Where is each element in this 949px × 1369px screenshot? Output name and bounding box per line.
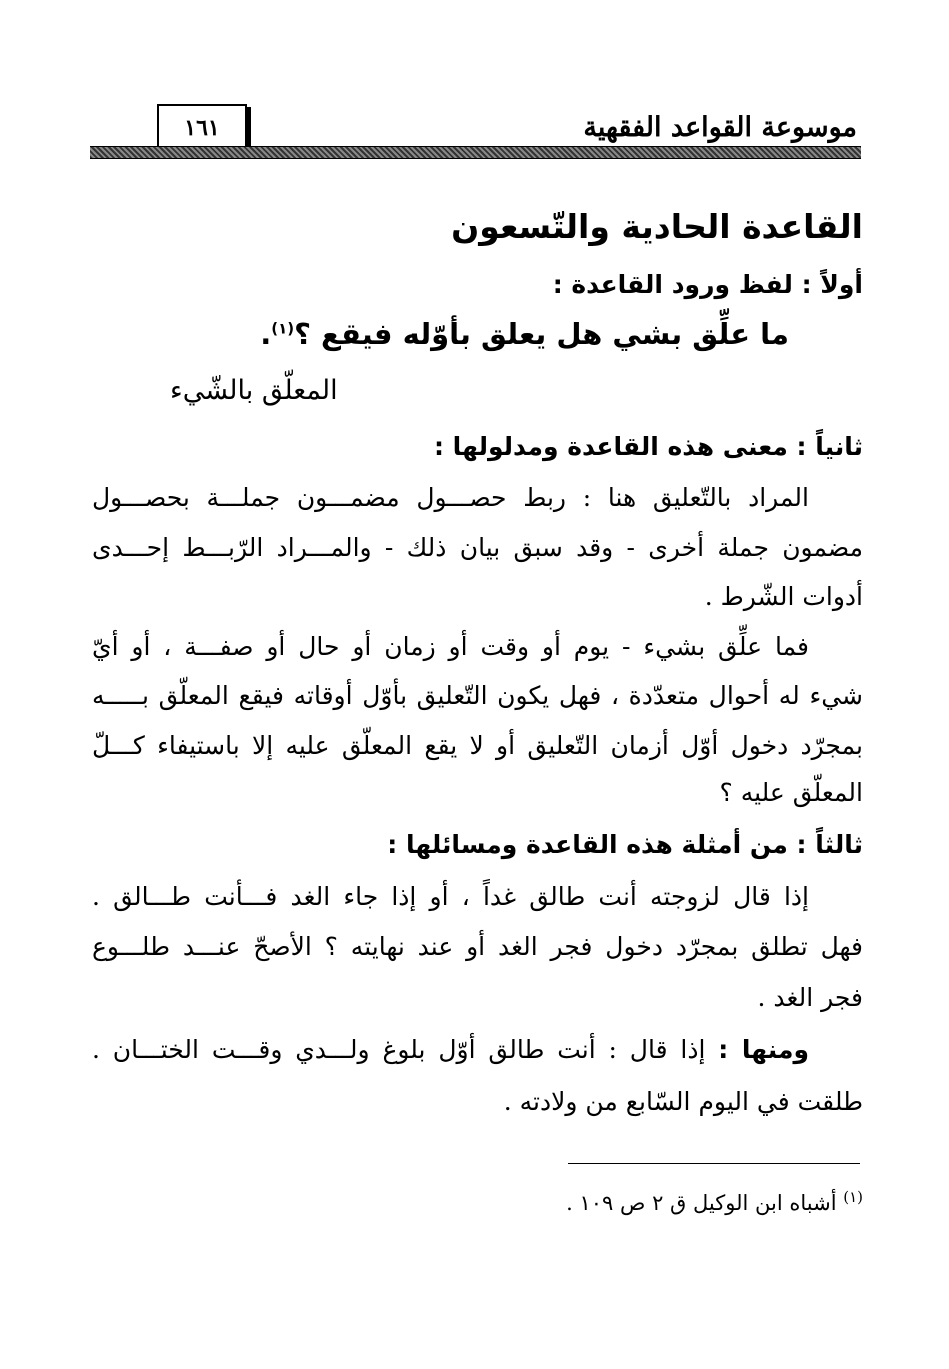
section2-heading: ثانياً : معنى هذه القاعدة ومدلولها : bbox=[433, 432, 863, 461]
paragraph-line: مضمون جملة أخرى - وقد سبق بيان ذلك - والمـــراد الرّبـــط إحـــدى bbox=[92, 533, 863, 562]
footnote bbox=[566, 1188, 863, 1215]
header-divider bbox=[90, 146, 861, 159]
paragraph-line: فهل تطلق بمجرّد دخول فجر الغد أو عند نهايته ؟ الأصحّ عنـــد طلـــوع bbox=[92, 932, 863, 961]
footnote-divider bbox=[568, 1163, 860, 1164]
paragraph-line: شيء له أحوال متعدّدة ، فهل يكون التّعليق بأوّل أوقاته فيقع المعلّق بـــــه bbox=[92, 681, 863, 710]
rule-text: ما علِّق بشي هل يعلق بأوّله فيقع ؟ bbox=[294, 317, 789, 351]
margin-note: المعلّق بالشّيء bbox=[170, 375, 338, 406]
paragraph-line: فجر الغد . bbox=[757, 983, 863, 1012]
example-text: إذا قال : أنت طالق أوّل بلوغ ولـــدي وقـــت الختـــان . bbox=[92, 1035, 706, 1064]
paragraph-line: فما علِّق بشيء - يوم أو وقت أو زمان أو حال أو صفـــة ، أو أيّ bbox=[92, 632, 809, 661]
page-number-box bbox=[157, 104, 247, 152]
book-title: موسوعة القواعد الفقهية bbox=[583, 112, 857, 143]
example-lead: ومنها : bbox=[718, 1035, 809, 1064]
paragraph-line: طلقت في اليوم السّابع من ولادته . bbox=[503, 1087, 863, 1116]
footnote-ref: (١) bbox=[271, 319, 295, 338]
section3-heading: ثالثاً : من أمثلة هذه القاعدة ومسائلها : bbox=[387, 830, 863, 859]
section1-heading: أولاً : لفظ ورود القاعدة : bbox=[552, 270, 863, 299]
rule-statement: ما علِّق بشي هل يعلق بأوّله فيقع ؟$^{(١)}$. bbox=[260, 317, 789, 351]
paragraph-line: أدوات الشّرط . bbox=[704, 582, 863, 611]
page-number: ١٦١ bbox=[184, 115, 220, 141]
paragraph-line: إذا قال لزوجته أنت طالق غداً ، أو إذا جاء الغد فـــأنت طـــالق . bbox=[92, 882, 809, 911]
footnote-text: أشباه ابن الوكيل ق ٢ ص ١٠٩ . bbox=[566, 1191, 837, 1215]
paragraph-line: بمجرّد دخول أوّل أزمان التّعليق أو لا يقع المعلّق عليه إلا باستيفاء كـــلّ bbox=[92, 731, 863, 760]
paragraph-line: المعلّق عليه ؟ bbox=[719, 778, 863, 807]
paragraph-line bbox=[92, 1037, 809, 1062]
paragraph-line: المراد بالتّعليق هنا : ربط حصـــول مضمـــون جملـــة بحصـــول bbox=[92, 483, 809, 512]
main-heading: القاعدة الحادية والتّسعون bbox=[451, 207, 863, 246]
footnote-marker: (١) bbox=[843, 1188, 863, 1206]
